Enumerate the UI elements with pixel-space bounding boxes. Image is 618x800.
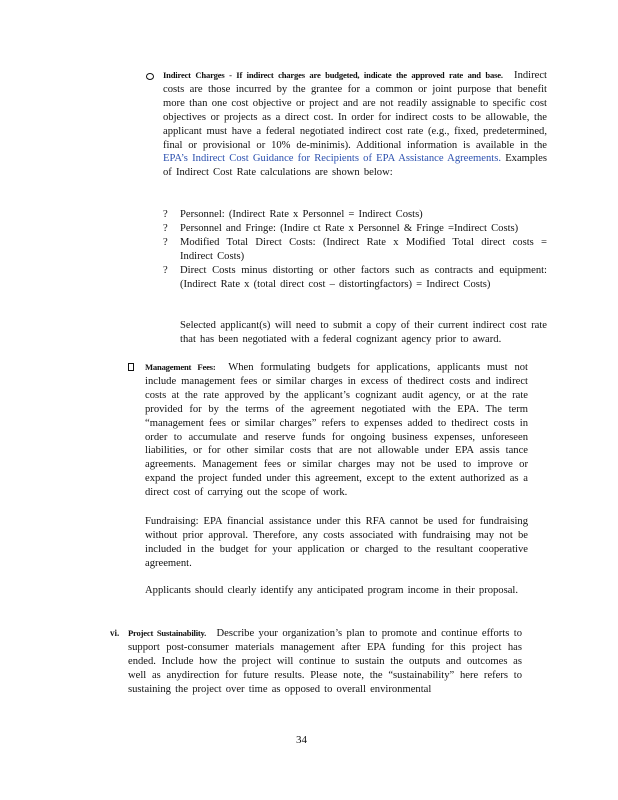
list-item: ? Personnel and Fringe: (Indire ct Rate x Personnel & Fringe =Indirect Costs) <box>163 222 519 234</box>
calculation-list <box>163 208 547 291</box>
square-bullet-icon <box>128 363 134 371</box>
indirect-charges-heading: Indirect Charges - If indirect charges are budgeted, indicate the approved rate and base. <box>163 70 503 80</box>
page-number: 34 <box>296 734 307 746</box>
circle-bullet-icon <box>146 73 154 80</box>
program-income-paragraph: Applicants should clearly identify any anticipated program income in their proposal. <box>145 585 519 596</box>
question-mark-bullet: ? <box>163 264 168 276</box>
question-mark-bullet: ? <box>163 209 168 220</box>
management-fees-text: When formulating budgets for applications, applicants must not include management fees or similar charges in excess of thedirect costs and indirect costs at the rate approved by the applicant’s cognizant audit agency, or at the rate provided for by the terms of the agreement negotiated with the EPA. The term “management fees or similar charges” refers to expenses added to thedirect costs in order to accumulate and reserve funds for ongoing business expenses, unforeseen liabilities, or for other similar costs that are not allowable under EPA assis tance agreements. Management fees or similar charges may not be used to improve or expand the project funded under this agreement, except to the extent authorized as a direct cost of carrying out the scope of work. <box>145 362 528 499</box>
management-fees-paragraph <box>145 361 528 500</box>
indirect-charges-text: Indirect costs are those incurred by the grantee for a common or joint purpose that benefit more than one cost objective or project and are not readily assignable to specific cost objectives or projects as a direct cost. In order for indirect costs to be allowable, the applicant must have a federal negotiated indirect cost rate (e.g., fixed, predetermined, final or provisional or 10% de-minimis). Additional information is available in the <box>163 70 547 151</box>
section-numeral: vi. <box>110 628 120 638</box>
list-item: ? Modified Total Direct Costs: (Indirect Rate x Modified Total direct costs = Indirect Costs) <box>163 236 547 262</box>
indirect-charges-text-end: Examples of Indirect Cost Rate calculations are shown below: <box>163 153 547 179</box>
indirect-cost-guidance-link[interactable]: EPA’s Indirect Cost Guidance for Recipients of EPA Assistance Agreements. <box>163 153 501 165</box>
list-item: ? Direct Costs minus distorting or other factors such as contracts and equipment: (Indirect Rate x (total direct cost – distortingfactors) = Indirect Costs) <box>163 264 547 290</box>
fundraising-paragraph: Fundraising: EPA financial assistance under this RFA cannot be used for fundraising without prior approval. Therefore, any costs associated with fundraising may not be included in the budget for your application or charged to the resultant cooperative agreement. <box>145 516 528 569</box>
sustainability-paragraph <box>128 627 522 697</box>
question-mark-bullet: ? <box>163 222 168 234</box>
sustainability-text: Describe your organization’s plan to promote and continue efforts to support post-consumer materials management after EPA funding for this project has ended. Include how the project will continue to sustain the outputs and outcomes as well as anydirection for future results. Please note, the “sustainability” here refers to sustaining the project over time as opposed to overall environmental <box>128 628 522 695</box>
management-fees-heading: Management Fees: <box>145 362 216 372</box>
selected-applicant-paragraph: Selected applicant(s) will need to submit a copy of their current indirect cost rate that has been negotiated with a federal cognizant agency prior to award. <box>180 320 547 345</box>
list-item: ? Personnel: (Indirect Rate x Personnel = Indirect Costs) <box>163 209 423 220</box>
sustainability-heading: Project Sustainability. <box>128 628 207 638</box>
question-mark-bullet: ? <box>163 236 168 248</box>
indirect-charges-paragraph <box>163 69 547 180</box>
